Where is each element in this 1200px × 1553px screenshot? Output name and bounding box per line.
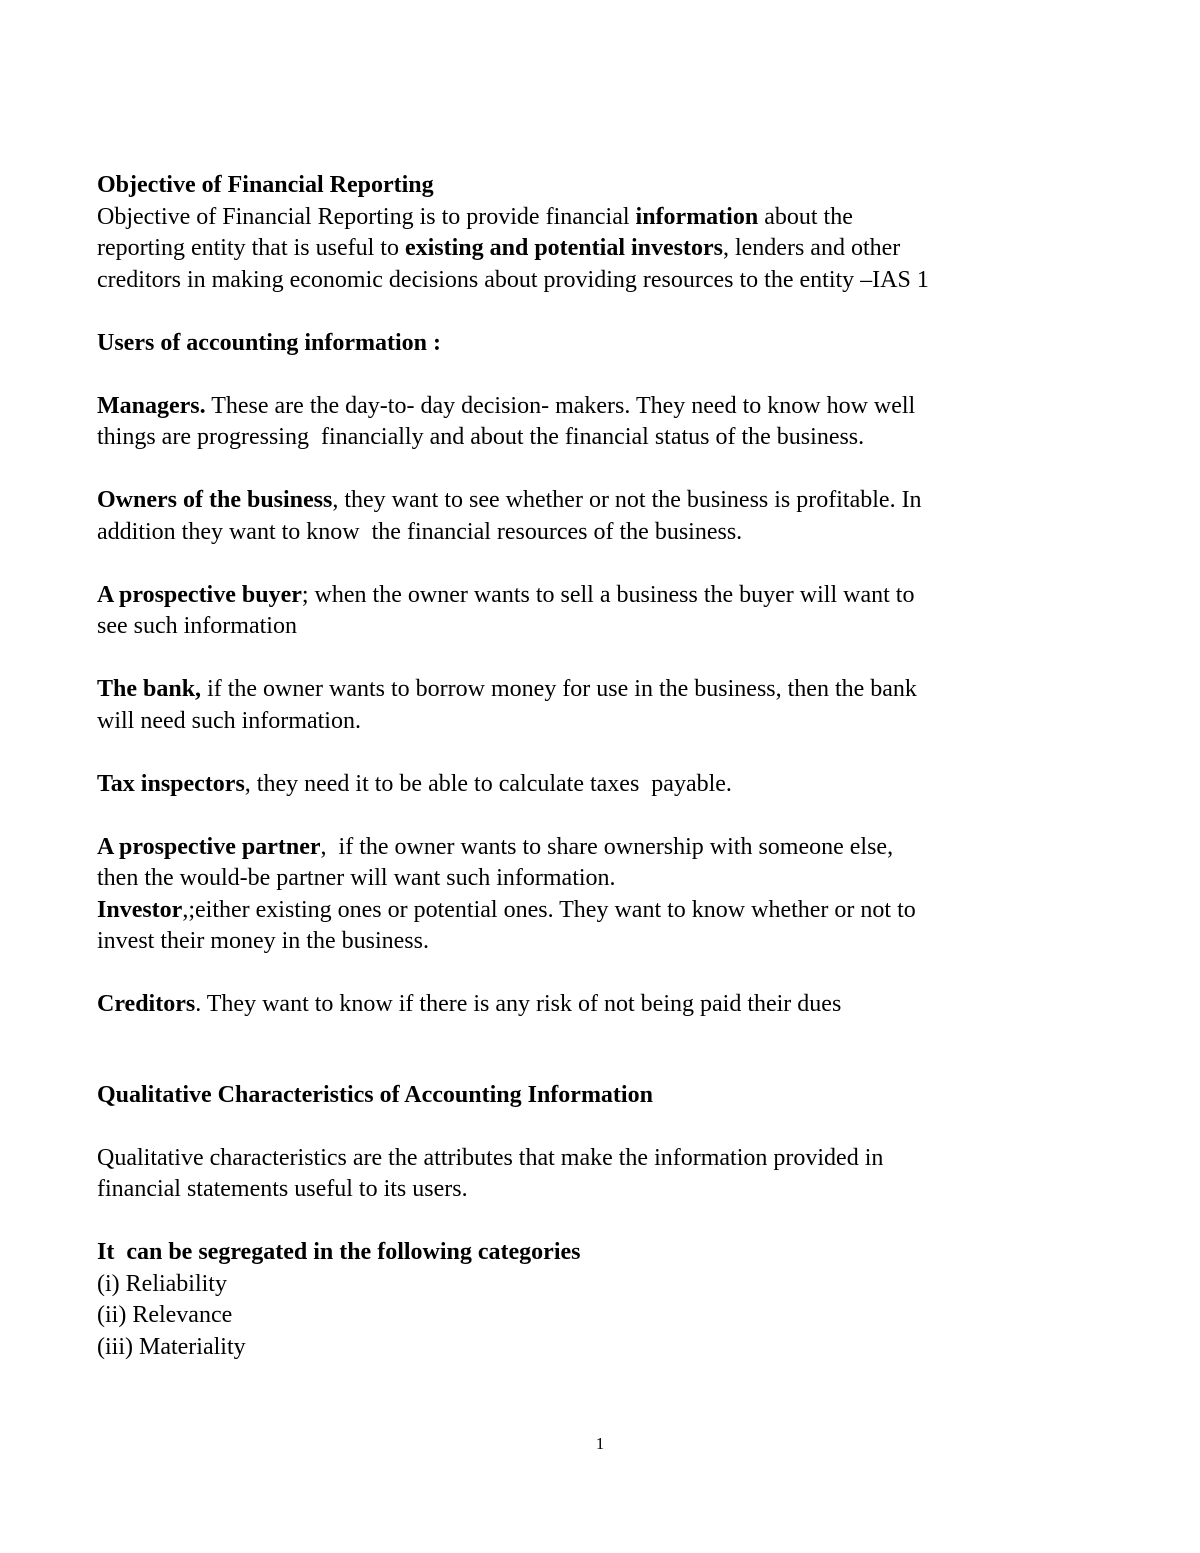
users-tax-line: Tax inspectors, they need it to be able to calculate taxes payable. [97,770,732,797]
users-partner-line: A prospective partner, if the owner wants to share ownership with someone else, [97,833,894,860]
objective-paragraph-line: creditors in making economic decisions about providing resources to the entity –IAS 1 [97,266,929,293]
users-managers-line: Managers. These are the day-to- day decision- makers. They need to know how well [97,392,916,419]
section-heading-objective: Objective of Financial Reporting [97,172,434,198]
users-buyer-line: see such information [97,613,297,639]
objective-paragraph-line: reporting entity that is useful to existing and potential investors, lenders and other [97,235,901,261]
users-owners-line: Owners of the business, they want to see whether or not the business is profitable. In [97,487,922,513]
users-bank-line: will need such information. [97,707,361,734]
qualitative-paragraph-line: financial statements useful to its users. [97,1176,468,1202]
users-investor-line: invest their money in the business. [97,928,429,954]
users-owners-line: addition they want to know the financial resources of the business. [97,518,743,545]
objective-paragraph-line: Objective of Financial Reporting is to provide financial information about the [97,203,853,230]
category-item: (iii) Materiality [97,1333,246,1360]
categories-heading: It can be segregated in the following categories [97,1239,581,1265]
users-investor-line: Investor,;either existing ones or potential ones. They want to know whether or not to [97,896,916,923]
category-item: (ii) Relevance [97,1302,233,1328]
section-heading-users: Users of accounting information : [97,329,441,356]
page-number: 1 [595,1434,605,1453]
users-buyer-line: A prospective buyer; when the owner wants to sell a business the buyer will want to [97,581,915,608]
category-item: (i) Reliability [97,1270,227,1297]
document-body [97,170,1087,1363]
section-heading-qualitative: Qualitative Characteristics of Accounting Information [97,1081,653,1108]
users-bank-line: The bank, if the owner wants to borrow money for use in the business, then the bank [97,676,917,702]
qualitative-paragraph-line: Qualitative characteristics are the attributes that make the information provided in [97,1144,884,1171]
users-managers-line: things are progressing financially and about the financial status of the business. [97,424,865,450]
users-creditors-line: Creditors. They want to know if there is any risk of not being paid their dues [97,991,842,1017]
users-partner-line: then the would-be partner will want such information. [97,865,616,891]
